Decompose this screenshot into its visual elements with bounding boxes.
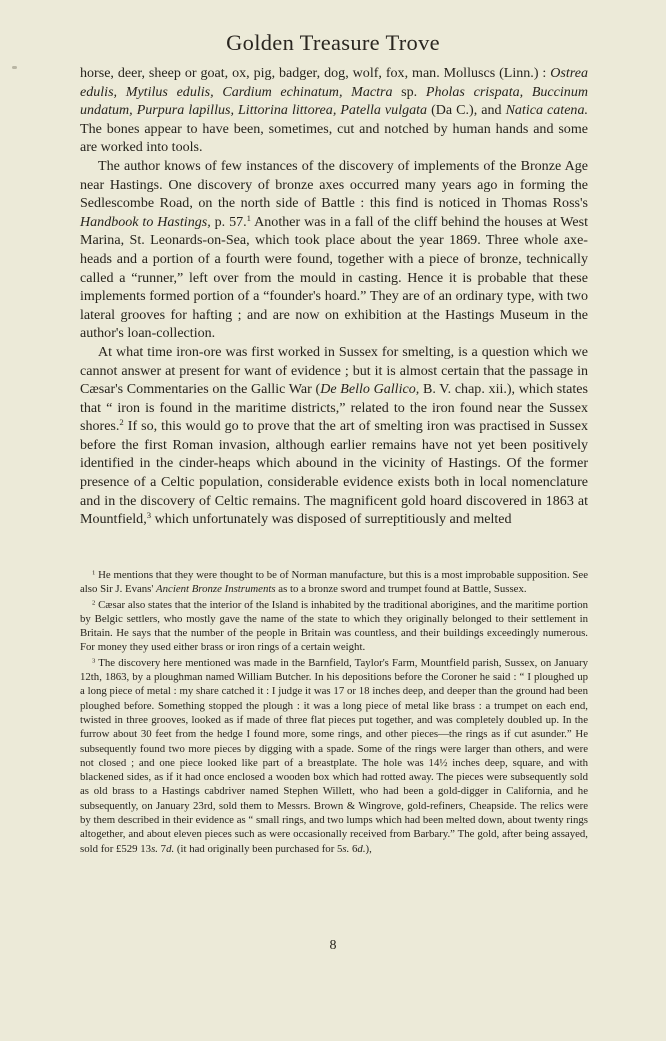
text-run: Another was in a fall of the cliff behind the houses at West Marina, St. Leonards-on-Sea, which took place about the year 1869. Three whole axe-heads and a portion of a fourth were found, together with a piece of bronze, technically called a “runner,” left over from the mould in casting. Hence it is probable that these implements formed portion of a “founder's hoard.” They are of an ordinary type, with two lateral grooves for hafting ; and are now on exhibition at the Hastings Museum in the author's loan-collection. [80,213,588,342]
footnote [80,598,588,655]
text-run: The bones appear to have been, sometimes, cut and notched by human hands and some are worked into tools. [80,120,588,156]
italic-text: s. [151,842,158,855]
text-run: 7 [157,842,167,855]
text-run: If so, this would go to prove that the art of smelting iron was practised in Sussex before the first Roman invasion, although earlier remains have not yet been positively identified in the cinder-heaps which abound in the vicinity of Hastings. Of the former presence of a Celtic population, considerable evidence exists both in local nomenclature and in the discovery of Celtic remains. The magnificent gold hoard discovered in 1863 at Mountfield, [80,418,588,528]
text-run: B. V. chap. xii.), which states that “ iron is found in the maritime districts,” related to the iron found near the Sussex shores. [80,381,588,435]
text-run: sp. [392,83,426,100]
page-number: 8 [329,938,337,953]
text-run: as to a bronze sword and trumpet found at Battle, Sussex. [275,583,527,596]
body-paragraph [80,64,588,157]
text-run: He mentions that they were thought to be of Norman manufacture, but this is a most improbable supposition. See also Sir J. Evans' [80,569,588,596]
text-run: The discovery here mentioned was made in the Barnfield, Taylor's Farm, Mountfield parish, Sussex, on January 12th, 1863, by a ploughman named William Butcher. In his depositions before the Coroner he said : “ I ploughed up a long piece of metal : my share catched it : I judge it was 17 or 18 inches deep, and deeper than the ground had been ploughed before. Something stopped the plough : it was a long piece of metal like brass : a trumpet on each end, twisted in three grooves, looked as if made of three flat pieces put together, and was completely doubled up. In the furrow about 30 feet from the hedge I found more, some rings, and other pieces—the rings as if cut asunder.” He subsequently found two more pieces by digging with a spade. Some of the rings were larger than others, and were not closed ; and one piece looked like part of a breastplate. The hole was 14½ inches deep, square, and with blackened sides, as if it had once enclosed a wooden box which had rotted away. The pieces were subsequently sold as old brass to a Hastings cabdriver named Stephen Willett, who had been a gold-digger in California, and he subsequently, on January 23rd, sold them to Messrs. Brown & Wingrove, gold-refiners, Cheapside. The relics were by them described in their evidence as “ small rings, and two lumps which had been melted down, about twenty rings altogether, and about eleven pieces such as were occasionally received from Barbary.” The gold, after being assayed, sold for £529 13 [80,656,588,855]
text-run: ), [365,842,372,855]
running-head: Golden Treasure Trove [226,30,440,55]
text-run: At what time iron-ore was first worked in Sussex for smelting, is a question which we cannot answer at present for want of evidence ; but it is almost certain that the passage in Cæsar's Commentaries on the Gallic War ( [80,343,588,398]
main-text [80,64,588,529]
italic-text: s. [342,842,350,855]
footnote-marker: 3 [92,657,96,665]
italic-text: d. [166,842,175,855]
text-run: horse, deer, sheep or goat, ox, pig, badger, dog, wolf, fox, man. Molluscs (Linn.) : [80,65,551,81]
footnotes [80,568,588,857]
body-paragraph [80,157,588,343]
text-run: which unfortunately was disposed of surreptitiously and melted [151,511,512,528]
italic-text: Handbook to Hastings, [80,213,211,230]
text-run: p. 57. [210,213,247,230]
footnote-marker: 2 [119,417,124,428]
italic-text: Natica catena. [505,102,588,119]
text-run: 6 [349,842,358,855]
italic-text: Ostrea edulis, Mytilus edulis, Cardium echinatum, Mactra [80,65,588,100]
footnote [80,568,588,597]
page-blemish [12,66,17,69]
body-paragraph [80,343,588,529]
footnote [80,656,588,856]
italic-text: Pholas crispata, Buccinum undatum, Purpura lapillus, Littorina littorea, Patella vulgata [80,83,588,119]
text-run: (Da C.), and [427,102,506,119]
italic-text: De Bello Gallico, [320,381,420,398]
italic-text: Ancient Bronze Instruments [156,583,276,596]
italic-text: d. [357,842,366,855]
footnote-marker: 2 [92,598,96,606]
text-run: (it had originally been purchased for 5 [174,842,343,855]
text-run: The author knows of few instances of the discovery of implements of the Bronze Age near Hastings. One discovery of bronze axes occurred many years ago in forming the Sedlescombe Road, on the north side of Battle : this find is noticed in Thomas Ross's [80,157,588,212]
footnote-marker: 1 [246,212,251,223]
footnote-marker: 1 [92,569,96,577]
text-run: Cæsar also states that the interior of the Island is inhabited by the traditional aborigines, and the maritime portion by Belgic settlers, who mostly gave the name of the state to which they originally belonged to their settlement in Britain. He says that the number of the people in Britain was countless, and their buildings exceedingly numerous. For money they used either brass or iron rings of a certain weight. [80,598,588,654]
footnote-marker: 3 [146,510,152,521]
